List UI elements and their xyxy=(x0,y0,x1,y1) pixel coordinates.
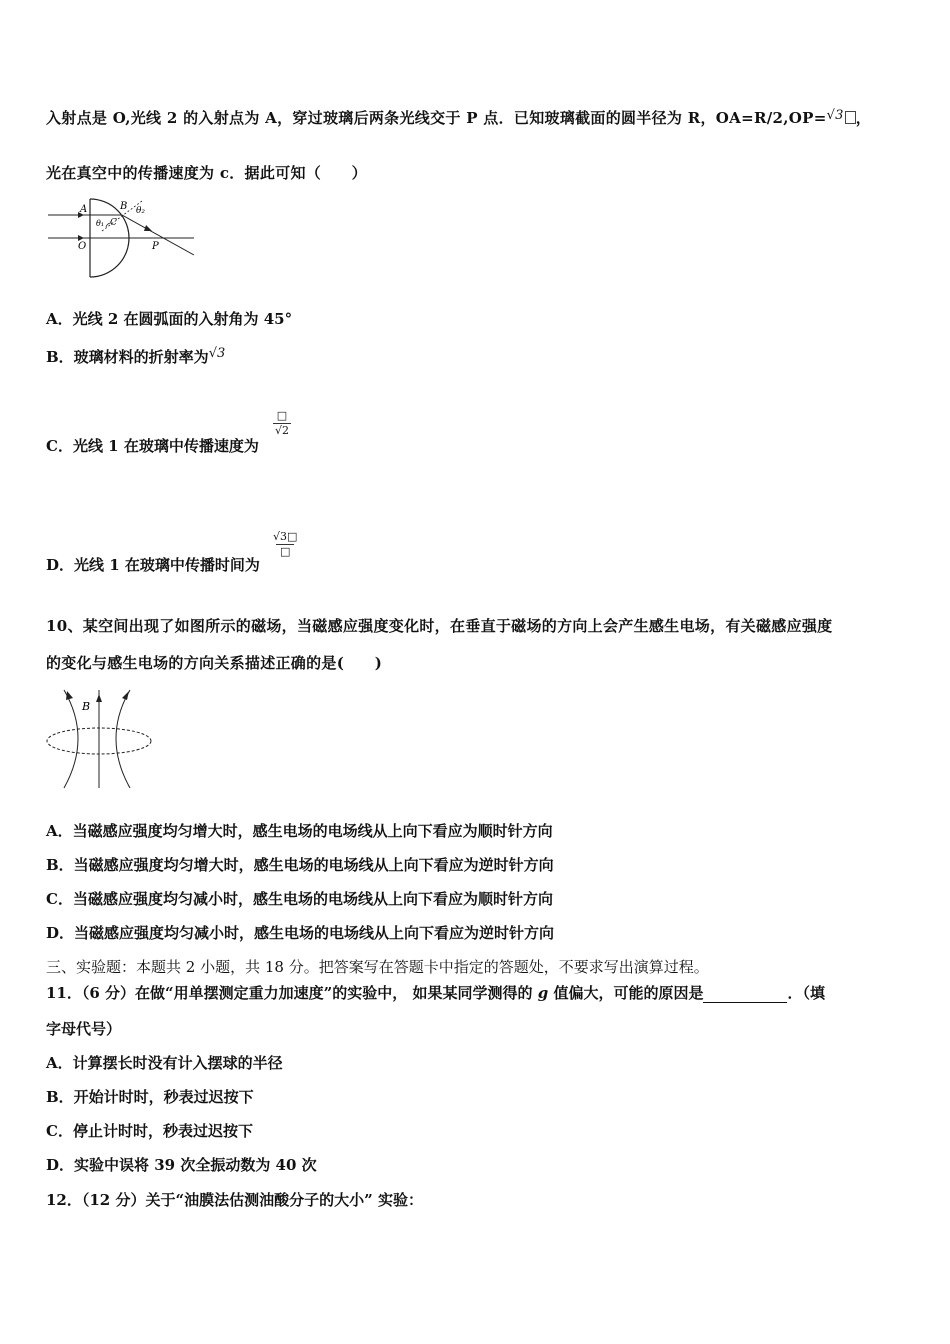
q9-lens-diagram xyxy=(44,197,204,279)
q10-field-line-right xyxy=(116,690,130,788)
q9-sqrt3-formula: √3 xyxy=(826,108,844,123)
q9-option-d-text: D．光线 1 在玻璃中传播时间为 xyxy=(46,556,260,574)
q10-label-b: B xyxy=(82,700,91,713)
q10-magnetic-field-diagram xyxy=(42,686,154,792)
q9-missing-glyph xyxy=(845,111,856,124)
q9-label-a: A xyxy=(80,204,88,215)
q10-arrow-left xyxy=(66,691,73,700)
q9-label-p: P xyxy=(152,241,159,252)
q11-option-a: A．计算摆长时没有计入摆球的半径 xyxy=(46,1054,283,1072)
q11-option-d: D．实验中误将 39 次全振动数为 40 次 xyxy=(46,1156,317,1174)
q10-stem-line2: 的变化与感生电场的方向关系描述正确的是( ) xyxy=(46,654,383,672)
q9-option-c xyxy=(46,436,259,456)
q9-option-c-fraction xyxy=(273,410,291,437)
q11-stem-line1 xyxy=(46,983,825,1003)
q9-stem-line2: 光在真空中的传播速度为 c．据此可知（ ） xyxy=(46,164,367,182)
q9-option-b-sqrt3: √3 xyxy=(208,346,226,361)
q9-option-d-numerator: √3□ xyxy=(273,530,298,543)
q11-stem-part-a: 11．（6 分）在做“用单摆测定重力加速度”的实验中， 如果某同学测得的 xyxy=(46,984,538,1002)
q10-arrow-center xyxy=(96,694,102,702)
q12-stem: 12．（12 分）关于“油膜法估测油酸分子的大小” 实验： xyxy=(46,1191,423,1209)
q11-stem-part-c: ．（填 xyxy=(787,984,825,1002)
q9-label-theta2: θ₂ xyxy=(136,206,146,216)
q11-answer-blank[interactable] xyxy=(703,986,787,1003)
q10-option-d: D．当磁感应强度均匀减小时，感生电场的电场线从上向下看应为逆时针方向 xyxy=(46,924,555,942)
q9-option-d-denominator: □ xyxy=(280,545,291,558)
q9-option-c-numerator: □ xyxy=(276,409,288,422)
q10-stem-line1: 10、某空间出现了如图所示的磁场，当磁感应强度变化时，在垂直于磁场的方向上会产生感生电场，有关磁感应强度 xyxy=(46,617,833,635)
q11-option-c: C．停止计时时，秒表过迟按下 xyxy=(46,1122,253,1140)
q9-label-c: C xyxy=(110,218,117,228)
q10-option-a: A．当磁感应强度均匀增大时，感生电场的电场线从上向下看应为顺时针方向 xyxy=(46,822,553,840)
q10-arrow-right xyxy=(122,691,129,700)
q9-option-d xyxy=(46,555,260,575)
q9-label-theta1: θ₁ xyxy=(96,219,105,228)
q9-label-o: O xyxy=(78,241,87,252)
q11-g-symbol: g xyxy=(537,984,549,1002)
q9-option-a: A．光线 2 在圆弧面的入射角为 45° xyxy=(46,310,293,328)
q9-option-d-fraction xyxy=(273,531,297,558)
q10-option-c: C．当磁感应强度均匀减小时，感生电场的电场线从上向下看应为顺时针方向 xyxy=(46,890,553,908)
q9-stem-line1-text: 入射点是 O,光线 2 的入射点为 A，穿过玻璃后两条光线交于 P 点．已知玻璃截面的圆半径为 R，OA=R/2,OP= xyxy=(46,109,827,127)
q11-stem-part-b: 值偏大，可能的原因是 xyxy=(548,984,704,1002)
q9-label-b: B xyxy=(120,201,128,212)
q9-option-b xyxy=(46,347,225,369)
q9-stem-line1-tail: ， xyxy=(855,109,872,127)
q9-option-c-denominator: √2 xyxy=(274,424,289,437)
q9-option-c-text: C．光线 1 在玻璃中传播速度为 xyxy=(46,437,259,455)
q9-arrow-refracted xyxy=(144,225,152,231)
q9-option-b-text: B．玻璃材料的折射率为 xyxy=(46,348,209,366)
q9-stem-line1 xyxy=(46,108,871,130)
q10-option-b: B．当磁感应强度均匀增大时，感生电场的电场线从上向下看应为逆时针方向 xyxy=(46,856,554,874)
section3-heading: 三、实验题：本题共 2 小题，共 18 分。把答案写在答题卡中指定的答题处，不要求写出演算过程。 xyxy=(46,958,709,976)
q11-option-b: B．开始计时时，秒表过迟按下 xyxy=(46,1088,254,1106)
q11-stem-line2: 字母代号） xyxy=(46,1020,122,1038)
q10-field-line-left xyxy=(64,690,78,788)
